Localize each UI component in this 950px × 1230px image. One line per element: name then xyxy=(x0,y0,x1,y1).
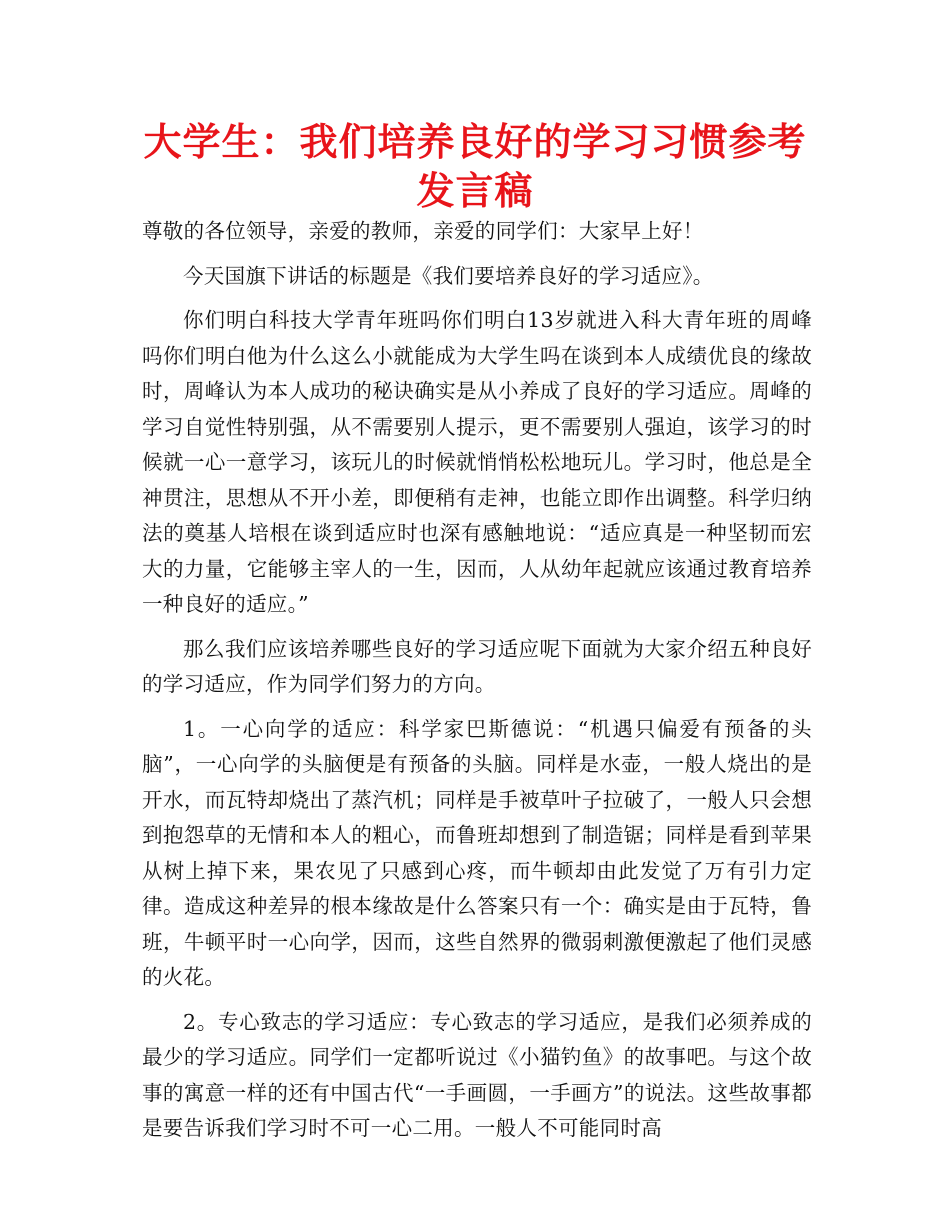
topic-paragraph: 今天国旗下讲话的标题是《我们要培养良好的学习适应》。 xyxy=(183,263,714,288)
habit-2-paragraph: 2。专心致志的学习适应：专心致志的学习适应，是我们必须养成的最少的学习适应。同学们一定都听说过《小猫钓鱼》的故事吧。与这个故事的寓意一样的还有中国古代“一手画圆，一手画方”的说法。这些故事都是要告诉我们学习时不可一心二用。一般人不可能同时高 xyxy=(142,1009,812,1140)
intro-habits-paragraph: 那么我们应该培养哪些良好的学习适应呢下面就为大家介绍五种良好的学习适应，作为同学们努力的方向。 xyxy=(142,636,812,696)
habit-1-paragraph: 1。一心向学的适应：科学家巴斯德说：“机遇只偏爱有预备的头脑”，一心向学的头脑便是有预备的头脑。同样是水壶，一般人烧出的是开水，而瓦特却烧出了蒸汽机；同样是手被草叶子拉破了，一般人只会想到抱怨草的无情和本人的粗心，而鲁班却想到了制造锯；同样是看到苹果从树上掉下来，果农见了只感到心疼，而牛顿却由此发觉了万有引力定律。造成这种差异的根本缘故是什么答案只有一个：确实是由于瓦特，鲁班，牛顿平时一心向学，因而，这些自然界的微弱刺激便激起了他们灵感的火花。 xyxy=(142,716,812,989)
document-body xyxy=(142,214,812,1156)
document-title: 大学生：我们培养良好的学习习惯参考发言稿 xyxy=(143,120,807,213)
zhoufeng-paragraph: 你们明白科技大学青年班吗你们明白13岁就进入科大青年班的周峰吗你们明白他为什么这么小就能成为大学生吗在谈到本人成绩优良的缘故时，周峰认为本人成功的秘诀确实是从小养成了良好的学习适应。周峰的学习自觉性特别强，从不需要别人提示，更不需要别人强迫，该学习的时候就一心一意学习，该玩儿的时候就悄悄松松地玩儿。学习时，他总是全神贯注，思想从不开小差，即便稍有走神，也能立即作出调整。科学归纳法的奠基人培根在谈到适应时也深有感触地说：“适应真是一种坚韧而宏大的力量，它能够主宰人的一生，因而，人从幼年起就应该通过教育培养一种良好的适应。” xyxy=(142,308,812,616)
greeting-paragraph: 尊敬的各位领导，亲爱的教师，亲爱的同学们：大家早上好！ xyxy=(142,219,704,243)
